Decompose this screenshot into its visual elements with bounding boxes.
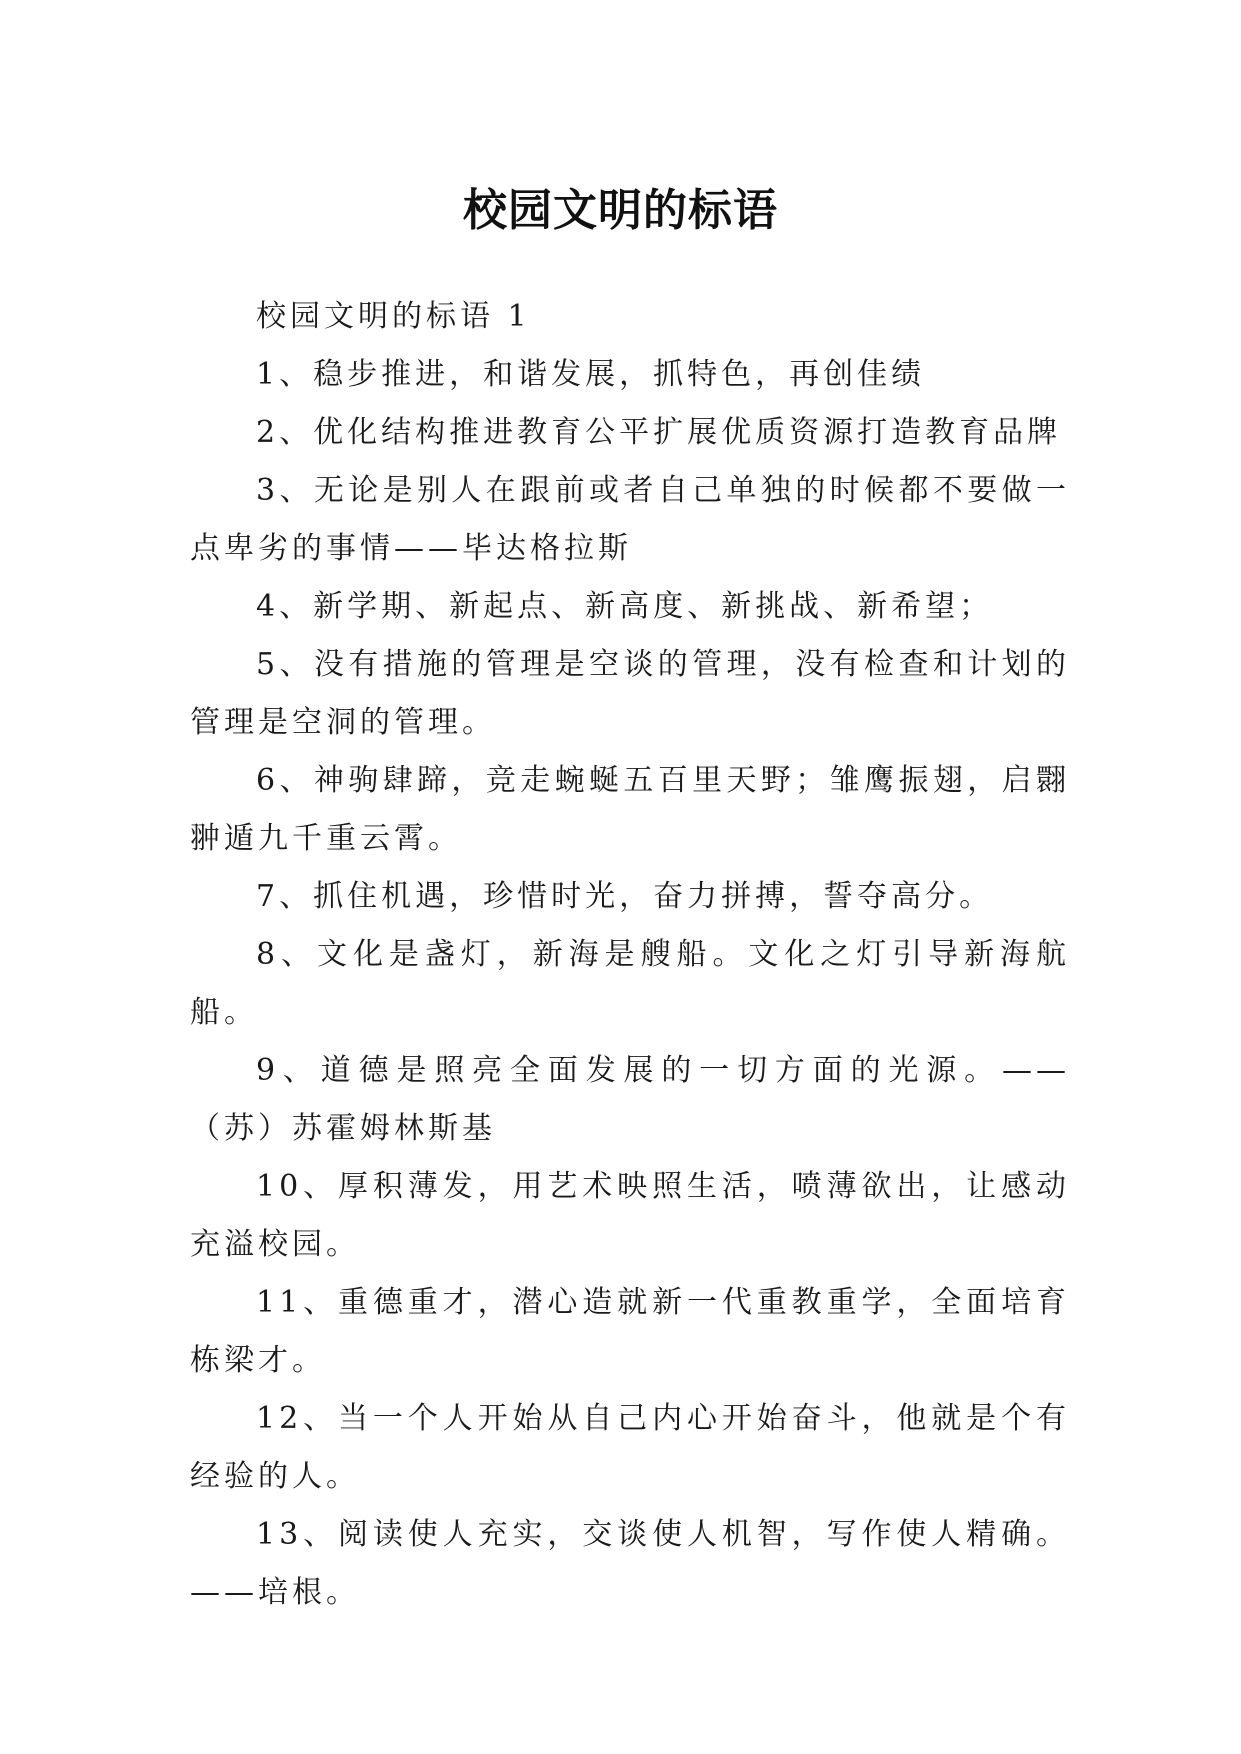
slogan-item: 8、文化是盏灯，新海是艘船。文化之灯引导新海航船。	[190, 937, 1070, 1030]
slogan-item: 6、神驹肆蹄，竞走蜿蜒五百里天野；雏鹰振翅，启翾翀遁九千重云霄。	[190, 763, 1070, 856]
slogan-item: 13、阅读使人充实，交谈使人机智，写作使人精确。——培根。	[190, 1517, 1070, 1610]
slogan-item: 9、道德是照亮全面发展的一切方面的光源。——（苏）苏霍姆林斯基	[190, 1053, 1070, 1146]
slogan-item: 7、抓住机遇，珍惜时光，奋力拼搏，誓夺高分。	[256, 879, 994, 914]
slogan-item: 2、优化结构推进教育公平扩展优质资源打造教育品牌	[256, 415, 1062, 450]
slogan-item: 10、厚积薄发，用艺术映照生活，喷薄欲出，让感动充溢校园。	[190, 1169, 1070, 1262]
slogan-item: 3、无论是别人在跟前或者自己单独的时候都不要做一点卑劣的事情——毕达格拉斯	[190, 473, 1070, 566]
slogan-item: 5、没有措施的管理是空谈的管理，没有检查和计划的管理是空洞的管理。	[190, 647, 1070, 740]
slogan-item: 1、稳步推进，和谐发展，抓特色，再创佳绩	[256, 357, 926, 392]
slogan-item: 4、新学期、新起点、新高度、新挑战、新希望；	[256, 589, 994, 624]
slogan-item: 11、重德重才，潜心造就新一代重教重学，全面培育栋梁才。	[190, 1285, 1070, 1378]
section-heading: 校园文明的标语 1	[256, 299, 531, 334]
document-body	[190, 288, 1070, 1622]
slogan-item: 12、当一个人开始从自己内心开始奋斗，他就是个有经验的人。	[190, 1401, 1070, 1494]
page-title: 校园文明的标语	[463, 185, 778, 237]
